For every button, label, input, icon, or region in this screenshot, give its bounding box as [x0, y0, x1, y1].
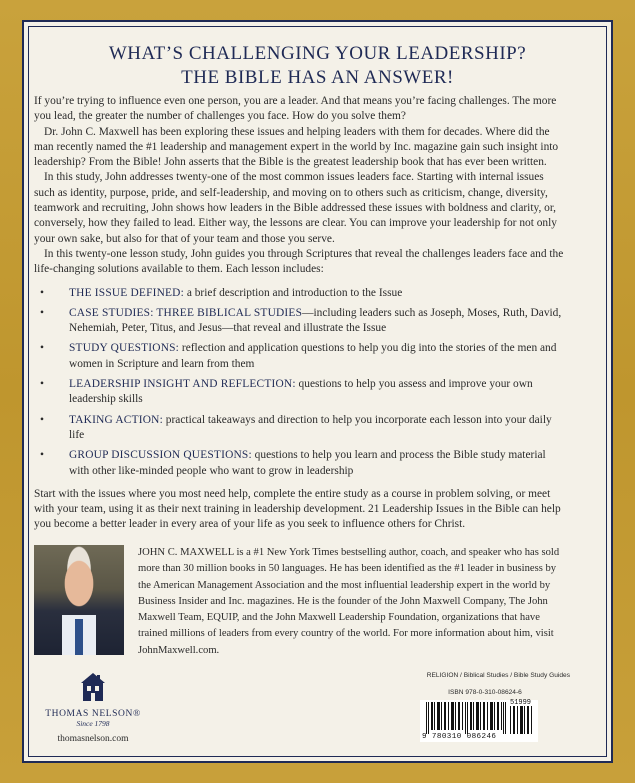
house-logo-icon: [79, 672, 107, 702]
description: [34, 94, 566, 533]
lesson-text: reflection and application questions to help you dig into the stories of the men and women in Scripture and learn from them: [69, 342, 557, 370]
paragraph-3: In this study, John addresses twenty-one of the most common issues leaders face. Starting with internal issues such as identity, purpose, pride, and self-leadership, and moving on to others such as criticism, change, diversity, teamwork and recruiting, John shows how leaders in the Bible addressed these issues with boldness and clarity, or, conversely, how they failed to lead. Either way, the lessons are clear. You can improve your leadership for not only your own sake, but also for that of your team and those you serve.: [34, 171, 557, 245]
category-line: RELIGION / Biblical Studies / Bible Study Guides: [426, 672, 570, 679]
bullet: •: [40, 286, 44, 299]
barcode: [420, 700, 538, 742]
list-item: [34, 341, 566, 372]
list-item: [34, 448, 566, 479]
isbn-line: ISBN 978-0-310-08624-6: [448, 689, 522, 696]
bullet: •: [40, 342, 44, 355]
list-item: [34, 413, 566, 444]
lesson-label: GROUP DISCUSSION QUESTIONS:: [69, 449, 252, 462]
bullet: •: [40, 378, 44, 391]
barcode-number: 9 780310 086246: [422, 733, 497, 741]
paragraph-1: If you’re trying to influence even one person, you are a leader. And that means you’re facing challenges. The more you lead, the greater the number of challenges you face. How do you solve them?: [34, 95, 557, 123]
book-metadata: [400, 672, 570, 696]
lesson-text: questions to help you assess and improve your own leadership skills: [69, 378, 533, 406]
price-barcode-icon: [510, 706, 534, 734]
bullet: •: [40, 306, 44, 319]
lesson-label: THE ISSUE DEFINED:: [69, 286, 184, 299]
lesson-label: TAKING ACTION:: [69, 413, 163, 426]
lesson-text: —including leaders such as Joseph, Moses, Ruth, David, Nehemiah, Peter, Titus, and Jesus—that reveal and illustrate the Issue: [69, 306, 562, 335]
lesson-label: CASE STUDIES: THREE BIBLICAL STUDIES: [69, 306, 303, 319]
lesson-text: a brief description and introduction to the Issue: [183, 286, 403, 299]
barcode-bars-icon: [426, 702, 506, 734]
list-item: [34, 306, 566, 337]
paragraph-4: In this twenty-one lesson study, John guides you through Scriptures that reveal the challenges leaders face and the life-changing solutions available to them. Each lesson includes:: [34, 247, 564, 276]
bullet: •: [40, 413, 44, 426]
closing-paragraph: Start with the issues where you most need help, complete the entire study as a course in problem solving, or meet with your team, using it as their next training in leadership development. 21 Leadership Issues in the Bible can help you become a better leader in every area of your life as you seek to influence others for Christ.: [34, 487, 561, 531]
author-photo: [34, 545, 124, 655]
publisher-since: Since 1798: [76, 719, 110, 728]
author-section: [34, 545, 566, 665]
publisher-name: THOMAS NELSON®: [45, 709, 141, 719]
barcode-price: 51999: [510, 699, 532, 707]
headline-line-2: THE BIBLE HAS AN ANSWER!: [181, 67, 454, 88]
lesson-text: practical takeaways and direction to help you incorporate each lesson into your daily life: [69, 413, 552, 441]
headline-line-1: WHAT’S CHALLENGING YOUR LEADERSHIP?: [108, 43, 527, 64]
publisher-block: [38, 672, 148, 744]
tie-shape: [75, 619, 83, 655]
lesson-text: questions to help you learn and process the Bible study material with other like-minded people who want to grow in leadership: [69, 449, 546, 477]
headline: [24, 22, 611, 90]
bullet: •: [40, 449, 44, 462]
publisher-url: thomasnelson.com: [57, 734, 129, 744]
lesson-list: [34, 286, 566, 479]
list-item: [34, 286, 566, 301]
lesson-label: STUDY QUESTIONS:: [69, 342, 180, 355]
author-bio: JOHN C. MAXWELL is a #1 New York Times bestselling author, coach, and speaker who has sold more than 30 million books in 50 languages. He has been identified as the #1 leader in business by the American Management Association and the most influential leadership expert in the world by Business Insider and Inc. magazines. He is the founder of the John Maxwell Company, The John Maxwell Team, EQUIP, and the John Maxwell Leadership Foundation, organizations that have trained millions of leaders from every country of the world. For more information about him, visit JohnMaxwell.com.: [138, 547, 560, 656]
lesson-label: LEADERSHIP INSIGHT AND REFLECTION:: [69, 378, 296, 391]
paragraph-2: Dr. John C. Maxwell has been exploring these issues and helping leaders with them for decades. Where did the man recently named the #1 leadership and management expert in the world by Inc. magazine gain such insight into leadership? From the Bible! John asserts that the Bible is the greatest leadership book that has ever been written.: [34, 125, 559, 169]
list-item: [34, 377, 566, 408]
